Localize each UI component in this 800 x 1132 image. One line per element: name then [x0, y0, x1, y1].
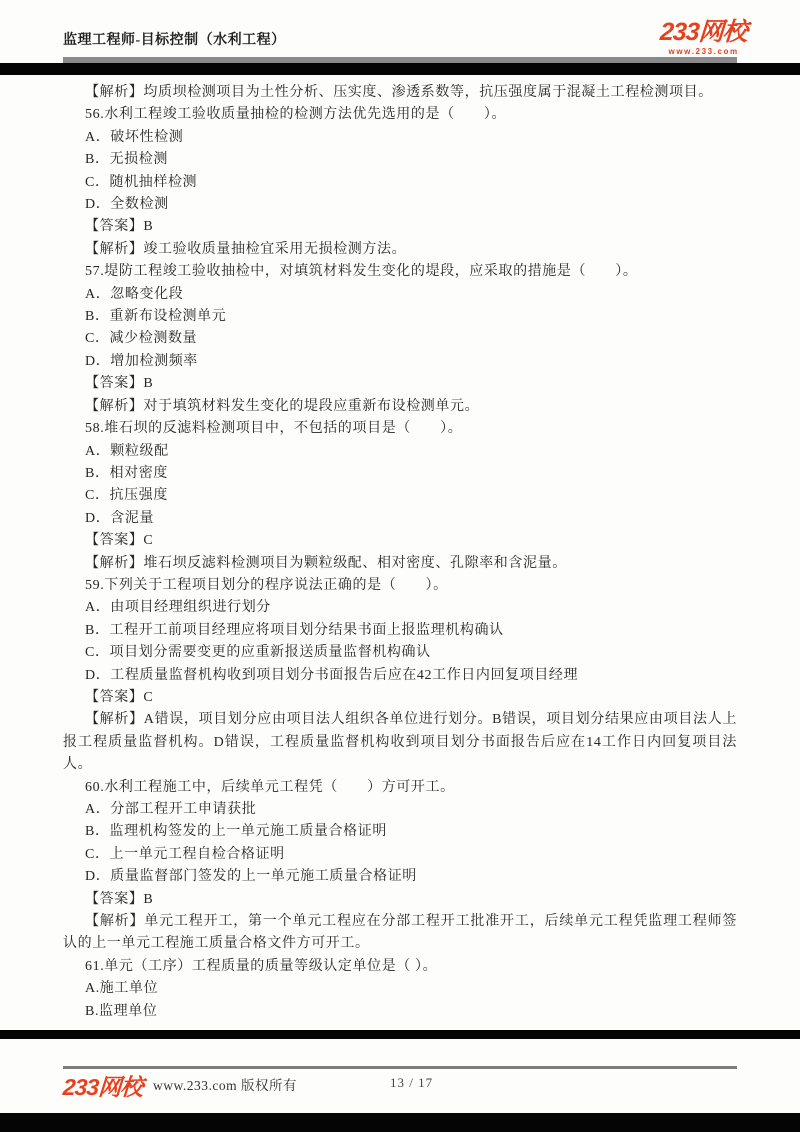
- option-text: A．忽略变化段: [85, 286, 184, 302]
- option-text: C．抗压强度: [85, 488, 168, 504]
- option-text: D．质量监督部门签发的上一单元施工质量合格证明: [85, 869, 417, 885]
- answer-text: 【答案】C: [85, 689, 154, 705]
- option-text: A．由项目经理组织进行划分: [85, 600, 271, 616]
- question-text: 56.水利工程竣工验收质量抽检的检测方法优先选用的是（ ）。: [85, 107, 507, 123]
- option-text: D．工程质量监督机构收到项目划分书面报告后应在42工作日内回复项目经理: [85, 667, 579, 683]
- option-text: B．重新布设检测单元: [85, 309, 227, 325]
- footer-divider-black: [0, 1030, 800, 1039]
- answer-text: 【答案】C: [85, 533, 154, 549]
- answer-text: 【答案】B: [85, 891, 154, 907]
- header-divider-black: [0, 63, 800, 75]
- answer-text: 【答案】B: [85, 219, 154, 235]
- question-text: 57.堤防工程竣工验收抽检中，对填筑材料发生变化的堤段，应采取的措施是（ ）。: [85, 264, 638, 280]
- option-text: D．增加检测频率: [85, 353, 198, 369]
- question-text: 61.单元（工序）工程质量的质量等级认定单位是（ ）。: [85, 958, 438, 974]
- option-text: A.施工单位: [85, 981, 159, 997]
- analysis-text: 【解析】均质坝检测项目为土性分析、压实度、渗透系数等，抗压强度属于混凝土工程检测项目。: [85, 85, 713, 100]
- course-title: 监理工程师-目标控制（水利工程）: [63, 33, 286, 48]
- option-text: C．上一单元工程自检合格证明: [85, 846, 285, 862]
- option-text: A．颗粒级配: [85, 443, 169, 459]
- footer-copyright: 版权所有: [241, 1078, 297, 1093]
- bottom-black-bar: [0, 1113, 800, 1132]
- option-text: C．随机抽样检测: [85, 174, 198, 190]
- option-text: B.监理单位: [85, 1003, 158, 1019]
- question-text: 59.下列关于工程项目划分的程序说法正确的是（ ）。: [85, 577, 448, 593]
- option-text: B．无损检测: [85, 152, 168, 168]
- analysis-text: 【解析】堆石坝反滤料检测项目为颗粒级配、相对密度、孔隙率和含泥量。: [85, 555, 567, 571]
- page-number: 13 / 17: [390, 1075, 434, 1090]
- analysis-text: 【解析】对于填筑材料发生变化的堤段应重新布设检测单元。: [85, 398, 480, 414]
- option-text: B．工程开工前项目经理应将项目划分结果书面上报监理机构确认: [85, 622, 504, 638]
- brand-logo-url: www.233.com: [668, 47, 739, 56]
- footer-divider-gray: [63, 1066, 737, 1069]
- option-text: B．相对密度: [85, 465, 168, 481]
- footer-copyright-line: [153, 1074, 297, 1094]
- option-text: A．分部工程开工申请获批: [85, 802, 257, 817]
- analysis-text: 【解析】A错误，项目划分应由项目法人组织各单位进行划分。B错误，项目划分结果应由项目法人上报工程质量监督机构。D错误，工程质量监督机构收到项目划分书面报告后应在14工作日内回复项目法人。: [63, 712, 737, 773]
- option-text: C．减少检测数量: [85, 331, 198, 347]
- option-text: D．含泥量: [85, 510, 155, 526]
- question-text: 60.水利工程施工中，后续单元工程凭（ ）方可开工。: [85, 779, 455, 795]
- option-text: A．破坏性检测: [85, 129, 184, 145]
- option-text: B．监理机构签发的上一单元施工质量合格证明: [85, 824, 387, 840]
- question-list: [63, 82, 737, 1023]
- analysis-text: 【解析】单元工程开工，第一个单元工程应在分部工程开工批准开工，后续单元工程凭监理工程师签认的上一单元工程施工质量合格文件方可开工。: [63, 914, 737, 952]
- footer-brand-logo: 233网校: [61, 1074, 144, 1100]
- question-text: 58.堆石坝的反滤料检测项目中，不包括的项目是（ ）。: [85, 421, 463, 437]
- option-text: C．项目划分需要变更的应重新报送质量监督机构确认: [85, 645, 431, 661]
- option-text: D．全数检测: [85, 197, 169, 213]
- analysis-text: 【解析】竣工验收质量抽检宜采用无损检测方法。: [85, 241, 407, 257]
- footer-site-url: www.233.com: [153, 1078, 238, 1093]
- answer-text: 【答案】B: [85, 376, 154, 392]
- brand-logo-text: 233网校: [659, 18, 749, 46]
- brand-logo: [660, 20, 747, 56]
